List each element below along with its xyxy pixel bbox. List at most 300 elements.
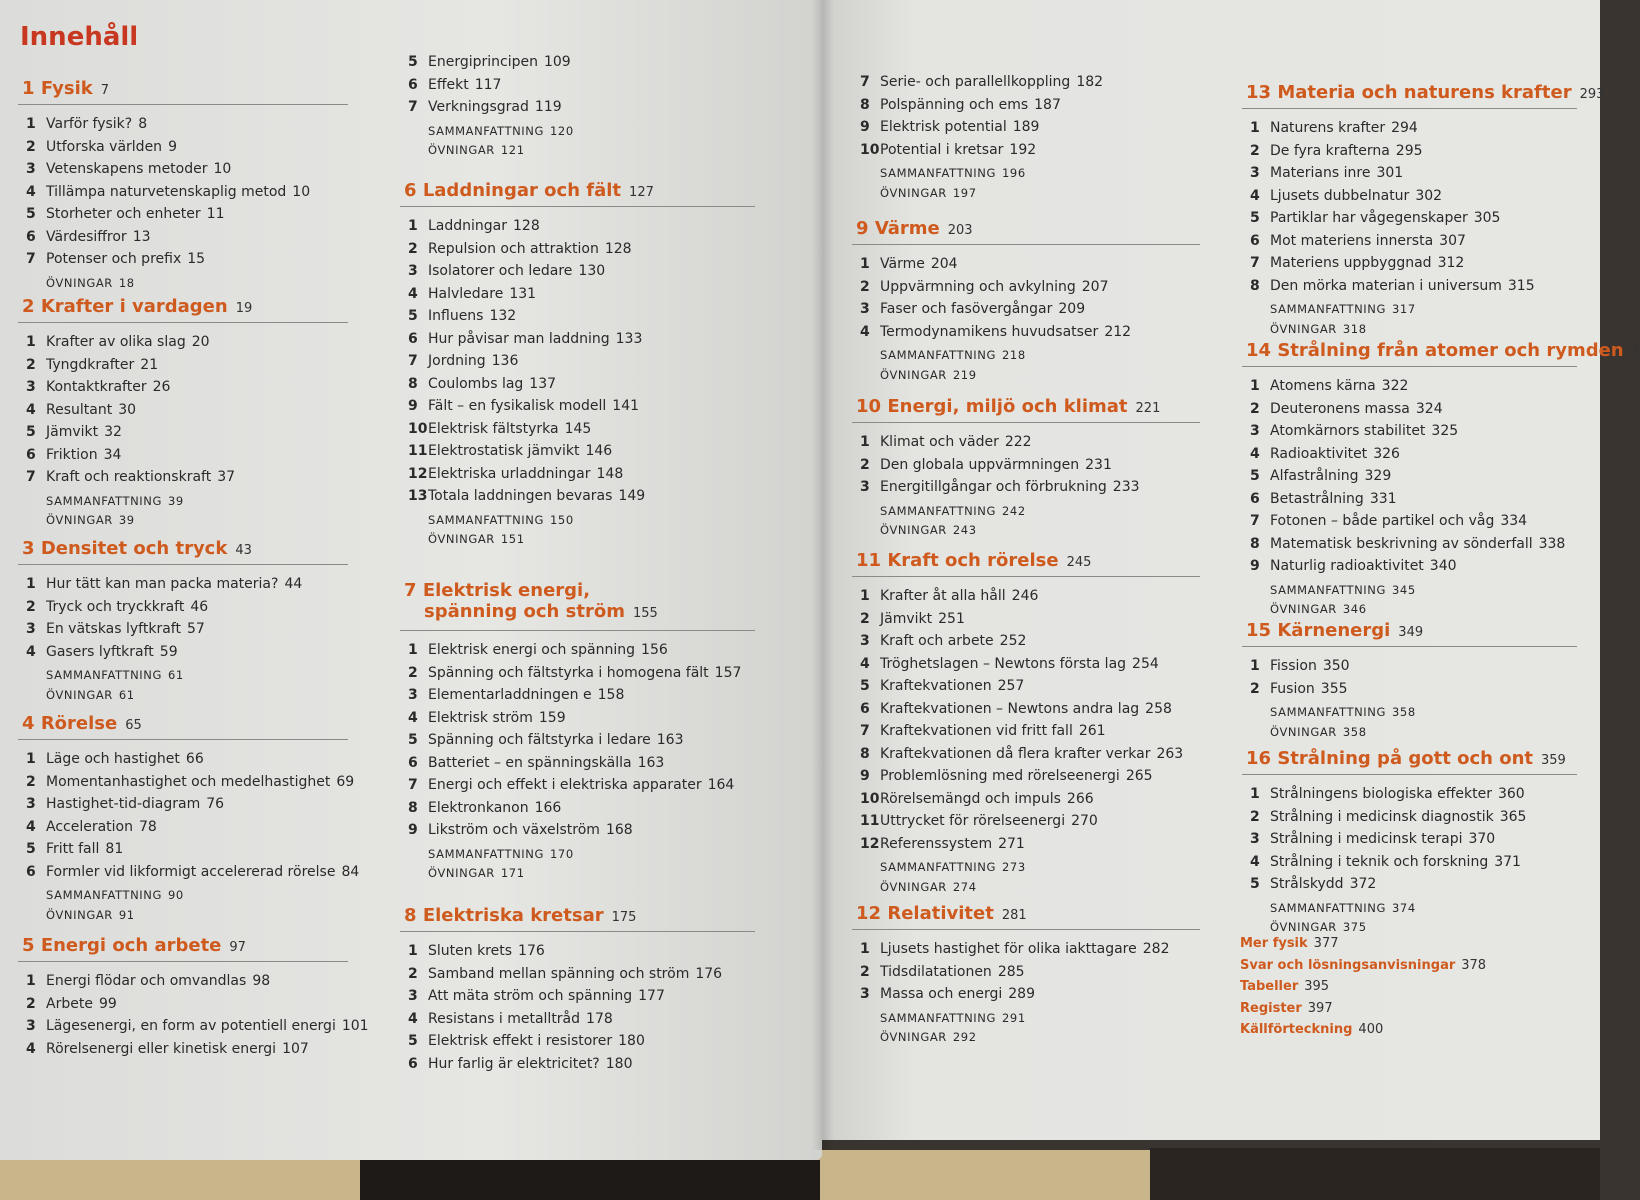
toc-entry[interactable] — [408, 1056, 632, 1072]
toc-entry[interactable] — [408, 398, 639, 414]
toc-entry[interactable] — [860, 723, 1106, 739]
toc-entry[interactable] — [1250, 233, 1466, 249]
toc-entry[interactable] — [408, 218, 540, 234]
entry-title: Fält – en fysikalisk modell — [428, 398, 607, 414]
toc-extra[interactable] — [880, 1011, 1026, 1025]
toc-entry[interactable] — [860, 678, 1024, 694]
extra-label: SAMMANFATTNING — [46, 493, 162, 508]
chapter-heading[interactable] — [1246, 82, 1604, 103]
toc-entry[interactable] — [408, 488, 645, 504]
chapter-number: 7 — [404, 580, 417, 601]
toc-extra[interactable] — [46, 908, 135, 922]
entry-number: 8 — [408, 799, 418, 816]
entry-title: Energiprincipen — [428, 54, 538, 70]
toc-extra[interactable] — [46, 494, 184, 508]
chapter-heading[interactable] — [1246, 748, 1566, 769]
toc-extra[interactable] — [428, 124, 574, 138]
toc-entry[interactable] — [1250, 491, 1397, 507]
chapter-number: 9 — [856, 218, 869, 239]
toc-extra[interactable] — [428, 866, 525, 880]
toc-entry[interactable] — [860, 479, 1140, 495]
entry-title: Polspänning och ems — [880, 96, 1029, 113]
toc-entry[interactable] — [26, 576, 302, 592]
toc-entry[interactable] — [1250, 120, 1418, 136]
toc-entry[interactable] — [26, 774, 354, 790]
chapter-heading[interactable] — [22, 296, 252, 317]
entry-number: 12 — [860, 835, 880, 852]
entry-page: 258 — [1145, 700, 1172, 717]
extra-page: 274 — [952, 879, 977, 894]
entry-page: 131 — [509, 285, 537, 302]
entry-page: 251 — [938, 610, 965, 627]
entry-number: 4 — [860, 323, 870, 340]
entry-number: 2 — [26, 138, 36, 155]
chapter-heading[interactable] — [22, 935, 246, 956]
toc-entry[interactable] — [408, 241, 632, 257]
extra-label: ÖVNINGAR — [1270, 920, 1337, 934]
entry-page: 81 — [105, 841, 124, 857]
toc-entry[interactable] — [26, 996, 117, 1012]
toc-entry[interactable] — [860, 324, 1131, 340]
chapter-title: Elektrisk energi, — [422, 580, 591, 601]
toc-entry[interactable] — [408, 353, 518, 369]
toc-entry[interactable] — [408, 966, 722, 982]
toc-extra[interactable] — [428, 847, 574, 861]
entry-number: 3 — [860, 986, 870, 1002]
entry-page: 34 — [103, 446, 122, 463]
entry-number: 5 — [408, 1033, 418, 1049]
toc-entry[interactable] — [408, 943, 545, 959]
chapter-heading[interactable] — [1246, 340, 1640, 361]
entry-title: Energi flödar och omvandlas — [46, 973, 247, 989]
entry-page: 84 — [341, 863, 360, 880]
toc-entry[interactable] — [26, 1041, 309, 1057]
toc-entry[interactable] — [1250, 165, 1403, 181]
entry-title: Utforska världen — [46, 138, 163, 155]
entry-page: 326 — [1373, 445, 1400, 462]
toc-extra[interactable] — [1270, 322, 1367, 336]
entry-number: 4 — [26, 401, 36, 418]
toc-entry[interactable] — [408, 286, 536, 302]
entry-number: 3 — [408, 687, 418, 703]
toc-entry[interactable] — [860, 701, 1172, 717]
entry-title: En vätskas lyftkraft — [46, 621, 181, 637]
entry-number: 7 — [860, 723, 870, 739]
toc-extra[interactable] — [1270, 901, 1416, 915]
entry-number: 10 — [860, 790, 880, 807]
chapter-number: 1 — [22, 78, 35, 99]
entry-number: 1 — [408, 943, 418, 959]
extra-label: SAMMANFATTNING — [880, 503, 996, 518]
entry-page: 98 — [252, 973, 271, 989]
entry-number: 7 — [408, 99, 418, 115]
entry-number: 1 — [1250, 378, 1260, 394]
toc-entry[interactable] — [1250, 278, 1535, 294]
entry-title: Deuteronens massa — [1270, 400, 1410, 417]
toc-entry[interactable] — [408, 777, 734, 793]
entry-title: Tidsdilatationen — [880, 963, 992, 980]
toc-extra[interactable] — [880, 523, 977, 537]
toc-entry[interactable] — [860, 457, 1112, 473]
toc-extra[interactable] — [1270, 725, 1367, 739]
entry-title: Den mörka materian i universum — [1270, 277, 1502, 294]
toc-entry[interactable] — [860, 588, 1038, 604]
toc-entry[interactable] — [408, 466, 623, 482]
toc-entry[interactable] — [26, 116, 147, 132]
toc-entry[interactable] — [408, 732, 684, 748]
chapter-rule — [18, 961, 348, 962]
entry-title: Krafter av olika slag — [46, 334, 186, 350]
entry-number: 10 — [408, 420, 428, 437]
toc-entry[interactable] — [26, 599, 208, 615]
entry-number: 6 — [408, 76, 418, 93]
chapter-heading[interactable] — [404, 180, 654, 201]
chapter-number: 12 — [856, 903, 882, 924]
back-matter-item[interactable] — [1240, 979, 1329, 994]
entry-page: 10 — [292, 183, 311, 200]
entry-page: 334 — [1500, 513, 1528, 529]
extra-label: ÖVNINGAR — [46, 275, 113, 290]
toc-extra[interactable] — [1270, 583, 1416, 597]
entry-number: 3 — [1250, 423, 1260, 439]
entry-number: 6 — [26, 446, 36, 463]
chapter-rule — [400, 630, 755, 631]
entry-page: 101 — [341, 1018, 369, 1034]
toc-entry[interactable] — [1250, 188, 1442, 204]
entry-page: 76 — [206, 796, 225, 812]
toc-entry[interactable] — [860, 964, 1025, 980]
chapter-heading[interactable] — [404, 580, 658, 622]
back-matter-item[interactable] — [1240, 1001, 1333, 1016]
extra-label: ÖVNINGAR — [880, 367, 947, 382]
entry-title: Elektronkanon — [428, 799, 529, 816]
toc-extra[interactable] — [1270, 920, 1367, 934]
toc-entry[interactable] — [26, 334, 210, 350]
entry-number: 1 — [860, 588, 870, 604]
toc-entry[interactable] — [1250, 658, 1350, 674]
toc-entry[interactable] — [408, 54, 571, 70]
toc-entry[interactable] — [860, 434, 1032, 450]
extra-label: SAMMANFATTNING — [1270, 705, 1386, 719]
entry-title: Uttrycket för rörelseenergi — [880, 813, 1066, 829]
extra-page: 375 — [1342, 920, 1367, 934]
toc-entry[interactable] — [408, 443, 612, 459]
entry-title: Atomens kärna — [1270, 378, 1376, 394]
toc-entry[interactable] — [1250, 401, 1443, 417]
entry-number: 4 — [408, 1010, 418, 1027]
toc-entry[interactable] — [1250, 681, 1348, 697]
entry-number: 2 — [26, 995, 36, 1012]
toc-entry[interactable] — [860, 301, 1085, 317]
toc-extra[interactable] — [428, 513, 574, 527]
entry-page: 271 — [998, 835, 1025, 852]
entry-title: Mot materiens innersta — [1270, 232, 1434, 249]
entry-page: 46 — [190, 598, 209, 615]
entry-page: 21 — [140, 356, 159, 373]
back-matter-title: Register — [1240, 1000, 1302, 1016]
entry-page: 246 — [1011, 588, 1039, 604]
chapter-heading[interactable] — [22, 713, 142, 734]
toc-entry[interactable] — [1250, 143, 1423, 159]
toc-entry[interactable] — [860, 256, 958, 272]
entry-number: 5 — [408, 54, 418, 70]
toc-extra[interactable] — [880, 504, 1026, 518]
entry-number: 1 — [860, 256, 870, 272]
toc-extra[interactable] — [1270, 302, 1416, 316]
chapter-heading[interactable] — [22, 538, 252, 559]
back-matter-item[interactable] — [1240, 958, 1486, 973]
entry-title: Effekt — [428, 76, 469, 93]
toc-extra[interactable] — [880, 860, 1026, 874]
entry-title: Rörelsenergi eller kinetisk energi — [46, 1040, 277, 1057]
back-matter-item[interactable] — [1240, 936, 1339, 951]
toc-entry[interactable] — [26, 206, 225, 222]
toc-entry[interactable] — [860, 791, 1094, 807]
chapter-title: Värme — [874, 218, 940, 239]
toc-entry[interactable] — [408, 822, 633, 838]
toc-extra[interactable] — [880, 348, 1026, 362]
toc-entry[interactable] — [26, 751, 204, 767]
entry-title: Kraftekvationen vid fritt fall — [880, 723, 1073, 739]
chapter-heading[interactable] — [404, 905, 636, 926]
toc-entry[interactable] — [26, 229, 151, 245]
toc-entry[interactable] — [26, 469, 235, 485]
toc-entry[interactable] — [26, 644, 178, 660]
entry-page: 312 — [1437, 255, 1465, 271]
toc-entry[interactable] — [26, 251, 205, 267]
toc-entry[interactable] — [408, 1033, 645, 1049]
toc-entry[interactable] — [408, 988, 665, 1004]
toc-entry[interactable] — [26, 184, 310, 200]
entry-page: 204 — [930, 256, 958, 272]
toc-entry[interactable] — [1250, 809, 1526, 825]
chapter-title: Materia och naturens krafter — [1277, 82, 1572, 103]
chapter-heading[interactable] — [856, 218, 973, 239]
toc-entry[interactable] — [26, 139, 177, 155]
toc-entry[interactable] — [1250, 468, 1391, 484]
toc-entry[interactable] — [408, 376, 556, 392]
toc-extra[interactable] — [880, 368, 977, 382]
entry-page: 158 — [597, 687, 625, 703]
back-matter-title: Källförteckning — [1240, 1022, 1353, 1037]
entry-page: 128 — [604, 240, 632, 257]
toc-entry[interactable] — [26, 402, 136, 418]
toc-entry[interactable] — [408, 687, 624, 703]
entry-page: 252 — [999, 633, 1027, 649]
toc-entry[interactable] — [860, 611, 965, 627]
entry-title: Likström och växelström — [428, 822, 600, 838]
entry-title: Den globala uppvärmningen — [880, 456, 1080, 473]
toc-entry[interactable] — [408, 99, 562, 115]
entry-page: 13 — [132, 228, 151, 245]
entry-page: 355 — [1320, 680, 1348, 697]
toc-entry[interactable] — [860, 142, 1036, 158]
entry-number: 6 — [1250, 490, 1260, 507]
back-matter-item[interactable] — [1240, 1022, 1383, 1037]
toc-entry[interactable] — [26, 447, 121, 463]
toc-extra[interactable] — [46, 668, 184, 682]
toc-entry[interactable] — [408, 800, 561, 816]
entry-title: Problemlösning med rörelseenergi — [880, 768, 1120, 784]
extra-label: SAMMANFATTNING — [428, 512, 544, 527]
toc-entry[interactable] — [1250, 513, 1527, 529]
extra-label: SAMMANFATTNING — [428, 123, 544, 138]
entry-number: 1 — [1250, 786, 1260, 802]
chapter-page: 359 — [1540, 753, 1566, 768]
entry-number: 2 — [860, 456, 870, 473]
toc-entry[interactable] — [860, 279, 1109, 295]
page-title: Innehåll — [20, 22, 139, 52]
toc-entry[interactable] — [860, 74, 1103, 90]
chapter-heading[interactable] — [1246, 620, 1423, 641]
entry-title: Tillämpa naturvetenskaplig metod — [46, 183, 287, 200]
entry-number: 11 — [408, 443, 428, 459]
toc-entry[interactable] — [408, 263, 605, 279]
toc-extra[interactable] — [46, 888, 184, 902]
toc-entry[interactable] — [860, 119, 1039, 135]
entry-page: 130 — [578, 263, 606, 279]
extra-page: 291 — [1001, 1010, 1026, 1025]
entry-title: Vetenskapens metoder — [46, 161, 208, 177]
toc-extra[interactable] — [428, 143, 525, 157]
toc-entry[interactable] — [1250, 255, 1464, 271]
toc-entry[interactable] — [860, 941, 1169, 957]
toc-entry[interactable] — [408, 710, 566, 726]
toc-entry[interactable] — [860, 768, 1153, 784]
entry-number: 2 — [26, 773, 36, 790]
toc-entry[interactable] — [1250, 786, 1525, 802]
chapter-number: 11 — [856, 550, 882, 571]
entry-title: Partiklar har vågegenskaper — [1270, 210, 1468, 226]
entry-title: Fritt fall — [46, 841, 100, 857]
chapter-heading[interactable] — [22, 78, 109, 99]
entry-number: 1 — [1250, 120, 1260, 136]
entry-page: 266 — [1066, 790, 1094, 807]
extra-page: 61 — [167, 668, 184, 682]
toc-extra[interactable] — [46, 276, 135, 290]
toc-entry[interactable] — [860, 986, 1035, 1002]
entry-page: 117 — [474, 76, 502, 93]
toc-entry[interactable] — [408, 331, 642, 347]
extra-page: 374 — [1391, 900, 1416, 915]
entry-page: 149 — [618, 488, 646, 504]
extra-label: ÖVNINGAR — [1270, 602, 1337, 616]
toc-entry[interactable] — [1250, 831, 1495, 847]
toc-entry[interactable] — [1250, 210, 1500, 226]
entry-page: 156 — [641, 642, 668, 658]
entry-number: 10 — [860, 141, 880, 158]
toc-entry[interactable] — [860, 656, 1159, 672]
chapter-number: 13 — [1246, 82, 1272, 103]
chapter-heading[interactable] — [856, 903, 1027, 924]
back-matter-page: 378 — [1461, 957, 1487, 973]
toc-entry[interactable] — [408, 421, 591, 437]
entry-page: 132 — [489, 308, 517, 324]
toc-entry[interactable] — [1250, 854, 1521, 870]
toc-entry[interactable] — [26, 357, 158, 373]
chapter-heading[interactable] — [856, 550, 1091, 571]
entry-page: 222 — [1004, 434, 1032, 450]
toc-entry[interactable] — [860, 746, 1183, 762]
entry-page: 57 — [186, 621, 205, 637]
toc-extra[interactable] — [428, 532, 525, 546]
toc-entry[interactable] — [408, 1011, 613, 1027]
toc-entry[interactable] — [26, 1018, 369, 1034]
extra-page: 151 — [500, 532, 525, 546]
toc-entry[interactable] — [408, 755, 664, 771]
entry-title: Jämvikt — [880, 610, 933, 627]
toc-entry[interactable] — [26, 973, 270, 989]
toc-entry[interactable] — [1250, 378, 1408, 394]
chapter-rule — [400, 206, 755, 207]
chapter-title: Strålning på gott och ont — [1277, 748, 1533, 769]
toc-entry[interactable] — [1250, 446, 1400, 462]
entry-page: 9 — [168, 138, 177, 155]
toc-entry[interactable] — [408, 77, 501, 93]
chapter-title: Relativitet — [887, 903, 994, 924]
entry-number: 3 — [860, 301, 870, 317]
entry-number: 4 — [26, 183, 36, 200]
entry-page: 145 — [564, 420, 592, 437]
toc-entry[interactable] — [408, 308, 516, 324]
toc-extra[interactable] — [880, 880, 977, 894]
toc-extra[interactable] — [880, 166, 1026, 180]
toc-extra[interactable] — [880, 186, 977, 200]
toc-entry[interactable] — [26, 161, 231, 177]
toc-entry[interactable] — [26, 819, 157, 835]
entry-page: 233 — [1112, 479, 1140, 495]
entry-number: 4 — [408, 709, 418, 726]
toc-entry[interactable] — [1250, 536, 1565, 552]
extra-label: ÖVNINGAR — [46, 907, 113, 922]
toc-entry[interactable] — [860, 813, 1098, 829]
toc-entry[interactable] — [860, 633, 1026, 649]
toc-extra[interactable] — [880, 1030, 977, 1044]
toc-entry[interactable] — [26, 796, 224, 812]
entry-title: Isolatorer och ledare — [428, 263, 573, 279]
entry-number: 4 — [26, 818, 36, 835]
chapter-heading[interactable] — [856, 396, 1160, 417]
toc-entry[interactable] — [860, 836, 1025, 852]
toc-entry[interactable] — [26, 424, 122, 440]
toc-extra[interactable] — [1270, 705, 1416, 719]
toc-entry[interactable] — [26, 864, 359, 880]
toc-extra[interactable] — [46, 513, 135, 527]
entry-page: 163 — [656, 732, 684, 748]
toc-extra[interactable] — [46, 688, 135, 702]
toc-entry[interactable] — [408, 665, 741, 681]
toc-entry[interactable] — [860, 97, 1061, 113]
entry-number: 2 — [26, 598, 36, 615]
entry-title: Elektrisk effekt i resistorer — [428, 1033, 613, 1049]
toc-entry[interactable] — [26, 379, 170, 395]
entry-title: Strålning i teknik och forskning — [1270, 853, 1489, 870]
entry-number: 3 — [408, 263, 418, 279]
entry-number: 3 — [26, 161, 36, 177]
toc-entry[interactable] — [408, 642, 668, 658]
entry-title: Kraftekvationen då flera krafter verkar — [880, 745, 1151, 762]
toc-entry[interactable] — [1250, 423, 1458, 439]
toc-entry[interactable] — [1250, 876, 1376, 892]
toc-entry[interactable] — [26, 621, 205, 637]
extra-page: 358 — [1391, 705, 1416, 719]
entry-page: 164 — [707, 777, 735, 793]
toc-entry[interactable] — [26, 841, 123, 857]
chapter-rule — [852, 244, 1200, 245]
entry-page: 212 — [1104, 323, 1132, 340]
toc-extra[interactable] — [1270, 602, 1367, 616]
toc-entry[interactable] — [1250, 558, 1457, 574]
